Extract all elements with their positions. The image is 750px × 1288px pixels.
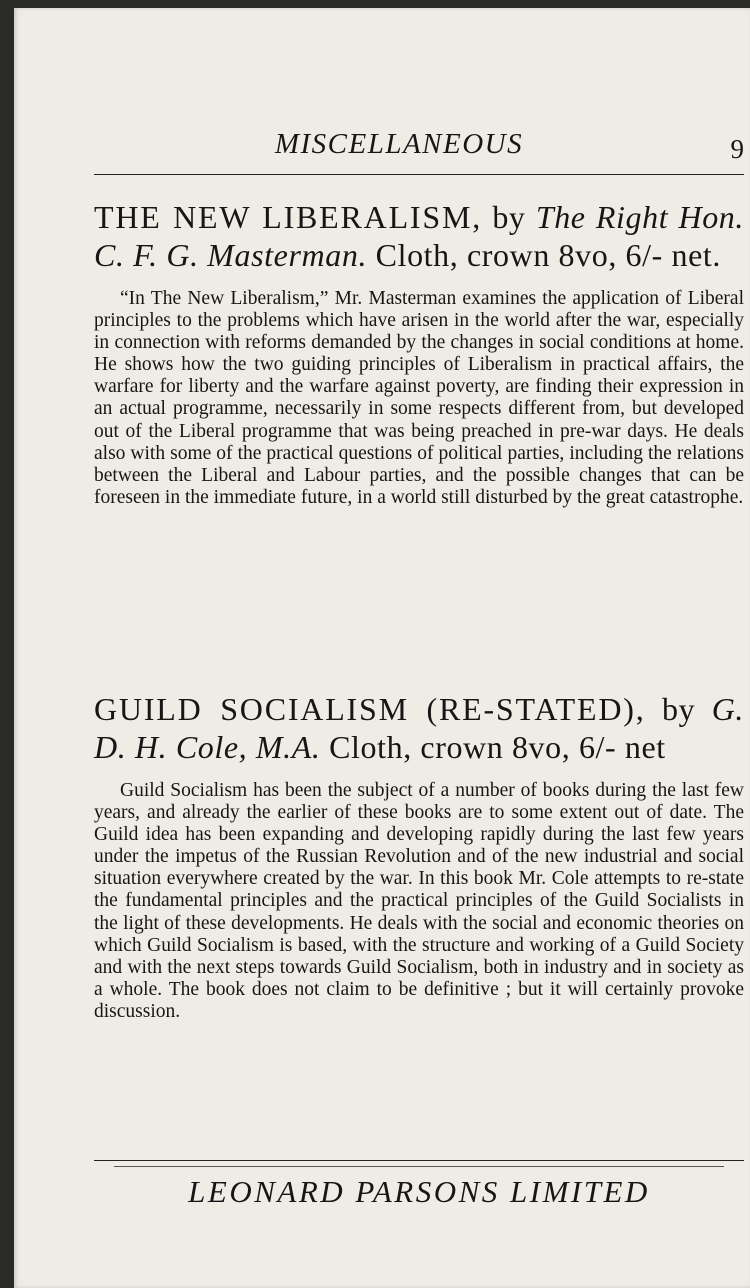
- book-description: “In The New Liberalism,” Mr. Masterman examines the application of Liberal principles to the problems which have arisen in the world after the war, especially in connection with reforms demanded by the changes in social conditions at home. He shows how the two guiding principles of Liberalism in practical affairs, the warfare for liberty and the warfare against poverty, are finding their expression in an actual programme, necessarily in some respects different from, but developed out of the Liberal programme that was being preached in pre-war days. He deals also with some of the practical questions of political parties, including the relations between the Liberal and Labour parties, and the possible changes that can be foreseen in the immediate future, in a world still disturbed by the great catastrophe.: [94, 288, 744, 508]
- book-title-line: [94, 198, 744, 274]
- book-entry: [94, 690, 744, 1023]
- by-word: by: [482, 199, 536, 235]
- book-format-price: Cloth, crown 8vo, 6/- net.: [367, 237, 721, 273]
- book-entry: [94, 198, 744, 509]
- page-number: 9: [730, 134, 744, 164]
- book-format-price: Cloth, crown 8vo, 6/- net: [320, 729, 666, 765]
- footer-rule-thin: [114, 1166, 724, 1167]
- section-title: MISCELLANEOUS: [274, 128, 524, 160]
- book-title: GUILD SOCIALISM (RE-STATED),: [94, 691, 646, 727]
- book-description: Guild Socialism has been the subject of a number of books during the last few years, and already the earlier of these books are to some extent out of date. The Guild idea has been expanding and developing rapidly during the last few years under the impetus of the Russian Revolution and of the new industrial and social situation everywhere created by the war. In this book Mr. Cole attempts to re-state the fundamental principles and the practical principles of the Guild Socialists in the light of these developments. He deals with the social and economic theories on which Guild Socialism is based, with the structure and working of a Guild Society and with the next steps towards Guild Socialism, both in industry and in society as a whole. The book does not claim to be definitive ; but it will certainly provoke discussion.: [94, 780, 744, 1022]
- book-author: G. D. H. Cole, M.A.: [94, 691, 744, 765]
- running-head: [94, 128, 744, 168]
- by-word: by: [645, 691, 712, 727]
- header-rule: [94, 174, 744, 175]
- book-title: THE NEW LIBERALISM,: [94, 199, 483, 235]
- footer-rule: [94, 1160, 744, 1161]
- book-author: The Right Hon. C. F. G. Masterman.: [94, 199, 745, 273]
- publisher-name: LEONARD PARSONS LIMITED: [188, 1174, 650, 1209]
- book-title-line: [94, 690, 744, 766]
- book-page: [14, 8, 750, 1288]
